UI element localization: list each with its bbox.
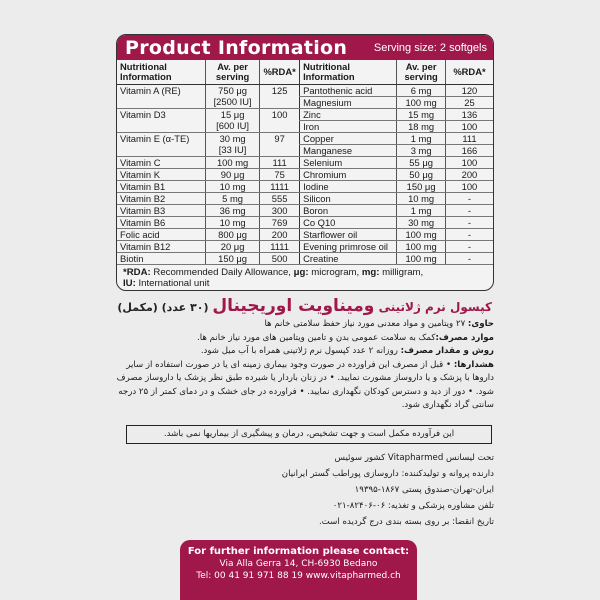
nutrient-rda: 200: [445, 168, 493, 180]
nutrient-rda: 300: [260, 204, 300, 216]
nutrient-rda: 769: [260, 216, 300, 228]
nutrient-rda: 125: [260, 84, 300, 108]
nutrient-amount: 150 μg: [397, 180, 446, 192]
table-row: [117, 252, 493, 264]
table-row: [117, 180, 493, 192]
dosage-line: روش و مقدار مصرف: روزانه ۲ عدد کپسول نرم ژلاتینی همراه با آب میل شود.: [200, 346, 494, 356]
header-rda-2: %RDA*: [445, 60, 493, 84]
nutrient-name: Zinc: [300, 108, 397, 120]
product-name-persian: کپسول نرم ژلاتینی ومیناویت اوریجینال (۳۰ عدد) (مکمل): [117, 296, 492, 316]
nutrient-amount: 15 mg: [397, 108, 446, 120]
nutrient-name: Selenium: [300, 156, 397, 168]
table-row: [117, 204, 493, 216]
header-amount-2: Av. per serving: [397, 60, 446, 84]
nutrient-rda: -: [445, 216, 493, 228]
nutrient-amount: 50 μg: [397, 168, 446, 180]
nutrient-name: Magnesium: [300, 96, 397, 108]
nutrient-amount: 100 mg: [397, 240, 446, 252]
nutrient-rda: 555: [260, 192, 300, 204]
serving-size: Serving size: 2 softgels: [373, 41, 487, 54]
nutrient-name: Biotin: [117, 252, 206, 264]
nutrient-amount: 3 mg: [397, 144, 446, 156]
nutrient-name: Vitamin D3: [117, 108, 206, 132]
nutrient-amount: 5 mg: [206, 192, 260, 204]
nutrient-amount: 90 μg: [206, 168, 260, 180]
nutrient-name: Iodine: [300, 180, 397, 192]
disclaimer-box: این فرآورده مکمل است و جهت تشخیص، درمان و پیشگیری از بیماریها نمی باشد.: [126, 425, 492, 444]
nutrient-rda: 100: [445, 120, 493, 132]
nutrient-name: Folic acid: [117, 228, 206, 240]
nutrient-name: Boron: [300, 204, 397, 216]
panel-title: Product Information: [125, 36, 348, 59]
license-line: تحت لیسانس Vitapharmed کشور سوئیس: [334, 453, 494, 463]
footnote: *RDA: Recommended Daily Allowance, μg: microgram, mg: milligram, IU: International unit: [123, 266, 424, 289]
nutrient-rda: 111: [445, 132, 493, 144]
nutrient-rda: 1111: [260, 240, 300, 252]
table-row: [117, 216, 493, 228]
nutrient-name: Copper: [300, 132, 397, 144]
nutrient-amount: 100 mg: [397, 252, 446, 264]
phone-line: تلفن مشاوره پزشکی و تغذیه: ۰۶-۸۲۴۰۶-۰۲۱: [332, 501, 494, 511]
panel-header: [117, 35, 493, 60]
nutrient-name: Co Q10: [300, 216, 397, 228]
nutrient-name: Vitamin B12: [117, 240, 206, 252]
nutrient-rda: -: [445, 204, 493, 216]
nutrient-rda: -: [445, 252, 493, 264]
nutrient-rda: 120: [445, 84, 493, 96]
nutrient-amount: 55 μg: [397, 156, 446, 168]
nutrient-rda: 136: [445, 108, 493, 120]
header-nutrient-2: Nutritional Information: [300, 60, 397, 84]
table-row: [117, 108, 493, 120]
nutrient-name: Vitamin K: [117, 168, 206, 180]
table-row: [117, 84, 493, 96]
nutrient-name: Starflower oil: [300, 228, 397, 240]
manufacturer-info: [114, 450, 494, 530]
header-nutrient: Nutritional Information: [117, 60, 206, 84]
nutrient-name: Vitamin B1: [117, 180, 206, 192]
nutrient-rda: 25: [445, 96, 493, 108]
nutrient-amount: 36 mg: [206, 204, 260, 216]
contains-line: حاوی: ۲۷ ویتامین و مواد معدنی مورد نیاز حفظ سلامتی خانم ها: [264, 319, 494, 329]
nutrient-amount: 10 mg: [397, 192, 446, 204]
nutrient-name: Vitamin C: [117, 156, 206, 168]
nutrient-name: Creatine: [300, 252, 397, 264]
nutrient-name: Vitamin E (α-TE): [117, 132, 206, 156]
nutrient-amount: 1 mg: [397, 204, 446, 216]
table-row: [117, 192, 493, 204]
nutrient-rda: 75: [260, 168, 300, 180]
nutrient-amount: 10 mg: [206, 180, 260, 192]
nutrient-rda: -: [445, 192, 493, 204]
nutrient-amount: 20 μg: [206, 240, 260, 252]
header-amount: Av. per serving: [206, 60, 260, 84]
nutrient-name: Vitamin A (RE): [117, 84, 206, 108]
table-row: [117, 168, 493, 180]
contact-panel: [180, 540, 417, 600]
nutrient-rda: 166: [445, 144, 493, 156]
nutrient-rda: 111: [260, 156, 300, 168]
nutrient-amount: 1 mg: [397, 132, 446, 144]
product-information-panel: [116, 34, 494, 291]
table-row: [117, 156, 493, 168]
address-line: ایران-تهران-صندوق پستی ۱۸۶۷-۱۹۳۹۵: [354, 485, 494, 495]
nutrient-amount: 30 mg: [397, 216, 446, 228]
table-row: [117, 240, 493, 252]
usage-line: موارد مصرف:کمک به سلامت عمومی بدن و تامین ویتامین های مورد نیاز خانم ها.: [197, 332, 494, 343]
nutrient-amount: 800 μg: [206, 228, 260, 240]
nutrient-amount: 750 μg [2500 IU]: [206, 84, 260, 108]
nutrient-amount: 15 μg [600 IU]: [206, 108, 260, 132]
nutrient-rda: 1111: [260, 180, 300, 192]
nutrient-amount: 100 mg: [397, 96, 446, 108]
nutrient-rda: 97: [260, 132, 300, 156]
nutrient-name: Chromium: [300, 168, 397, 180]
expiry-line: تاریخ انقضا: بر روی بسته بندی درج گردیده است.: [318, 517, 494, 527]
nutrient-name: Evening primrose oil: [300, 240, 397, 252]
nutrient-name: Vitamin B3: [117, 204, 206, 216]
nutrient-amount: 100 mg: [206, 156, 260, 168]
table-row: [117, 132, 493, 144]
table-header-row: [117, 60, 493, 84]
contact-tel-web: Tel: 00 41 91 971 88 19 www.vitapharmed.ch: [196, 571, 401, 581]
manufacturer-line: دارنده پروانه و تولیدکننده: داروسازی پوراطب گستر ایرانیان: [281, 469, 494, 479]
nutrient-amount: 30 mg [33 IU]: [206, 132, 260, 156]
nutrient-rda: 100: [260, 108, 300, 132]
nutrient-name: Vitamin B2: [117, 192, 206, 204]
nutrient-rda: 100: [445, 156, 493, 168]
nutrient-name: Pantothenic acid: [300, 84, 397, 96]
header-rda: %RDA*: [260, 60, 300, 84]
nutrient-name: Iron: [300, 120, 397, 132]
contact-heading: For further information please contact:: [187, 546, 410, 557]
nutrient-rda: -: [445, 240, 493, 252]
nutrient-rda: 500: [260, 252, 300, 264]
nutrient-rda: -: [445, 228, 493, 240]
nutrient-name: Vitamin B6: [117, 216, 206, 228]
contact-address: Via Alla Gerra 14, CH-6930 Bedano: [219, 559, 378, 569]
nutrient-amount: 18 mg: [397, 120, 446, 132]
nutrient-rda: 100: [445, 180, 493, 192]
nutrient-amount: 150 μg: [206, 252, 260, 264]
nutrient-rda: 200: [260, 228, 300, 240]
nutrient-name: Manganese: [300, 144, 397, 156]
nutrient-name: Silicon: [300, 192, 397, 204]
nutrition-table: [117, 60, 493, 265]
persian-description: [114, 318, 494, 413]
warnings-paragraph: هشدارها: • قبل از مصرف این فراورده در صورت وجود بیماری زمینه ای یا در صورت استفاده از سایر داروها با پزشک و یا داروساز مشورت نمایید. • در زنان باردار یا شیرده طبق نظر پزشک یا داروساز مصرف شود. • دور از دید و دسترس کودکان نگهداری نمایید. • فراورده در جای خشک و در دمای کمتر از ۲۵ درجه سانتی گراد نگهداری شود.: [116, 359, 494, 410]
nutrient-amount: 100 mg: [397, 228, 446, 240]
table-row: [117, 228, 493, 240]
nutrient-amount: 10 mg: [206, 216, 260, 228]
nutrient-amount: 6 mg: [397, 84, 446, 96]
